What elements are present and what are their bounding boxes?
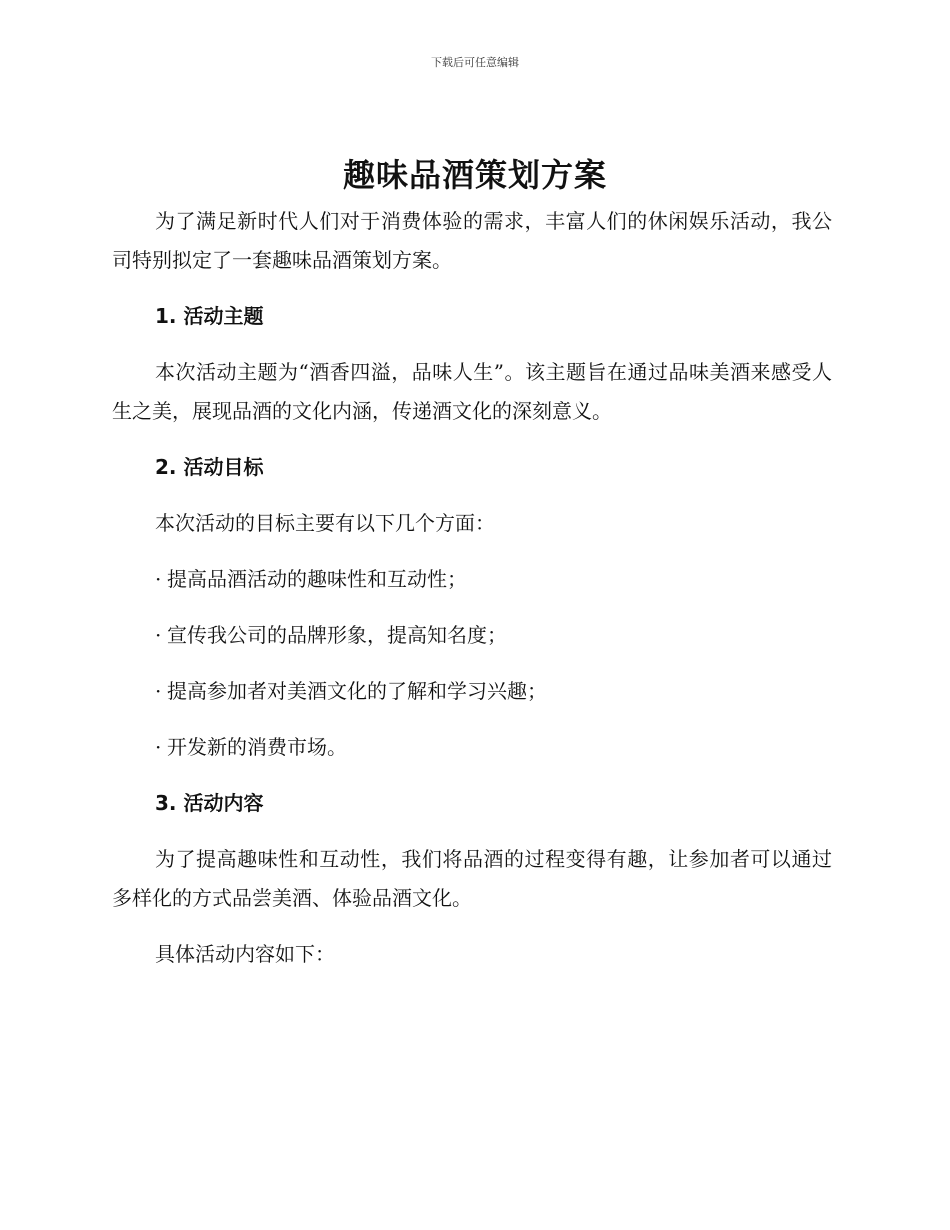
section-heading-goals: 2. 活动目标	[155, 455, 264, 479]
bullet-dot: ·	[155, 679, 162, 703]
content-details-intro: 具体活动内容如下：	[155, 942, 335, 966]
goal-bullet-item	[112, 560, 832, 599]
theme-paragraph: 本次活动主题为“酒香四溢，品味人生”。该主题旨在通过品味美酒来感受人生之美，展现品酒的文化内涵，传递酒文化的深刻意义。	[112, 360, 832, 423]
bullet-text: 开发新的消费市场。	[167, 735, 347, 759]
page-header-note: 下载后可任意编辑	[431, 56, 519, 69]
bullet-text: 提高品酒活动的趣味性和互动性；	[167, 567, 467, 591]
goals-paragraph: 本次活动的目标主要有以下几个方面：	[155, 511, 495, 535]
intro-paragraph: 为了满足新时代人们对于消费体验的需求，丰富人们的休闲娱乐活动，我公司特别拟定了一套趣味品酒策划方案。	[112, 209, 832, 272]
document-body	[112, 202, 832, 991]
section-heading-content: 3. 活动内容	[155, 791, 264, 815]
goal-bullet-item	[112, 616, 832, 655]
goal-bullet-item	[112, 728, 832, 767]
content-paragraph: 为了提高趣味性和互动性，我们将品酒的过程变得有趣，让参加者可以通过多样化的方式品尝美酒、体验品酒文化。	[112, 847, 832, 910]
document-title: 趣味品酒策划方案	[342, 156, 607, 194]
bullet-dot: ·	[155, 567, 162, 591]
bullet-dot: ·	[155, 623, 162, 647]
goal-bullet-item	[112, 672, 832, 711]
bullet-dot: ·	[155, 735, 162, 759]
bullet-text: 提高参加者对美酒文化的了解和学习兴趣；	[167, 679, 547, 703]
bullet-text: 宣传我公司的品牌形象，提高知名度；	[167, 623, 507, 647]
section-heading-theme: 1. 活动主题	[155, 304, 264, 328]
